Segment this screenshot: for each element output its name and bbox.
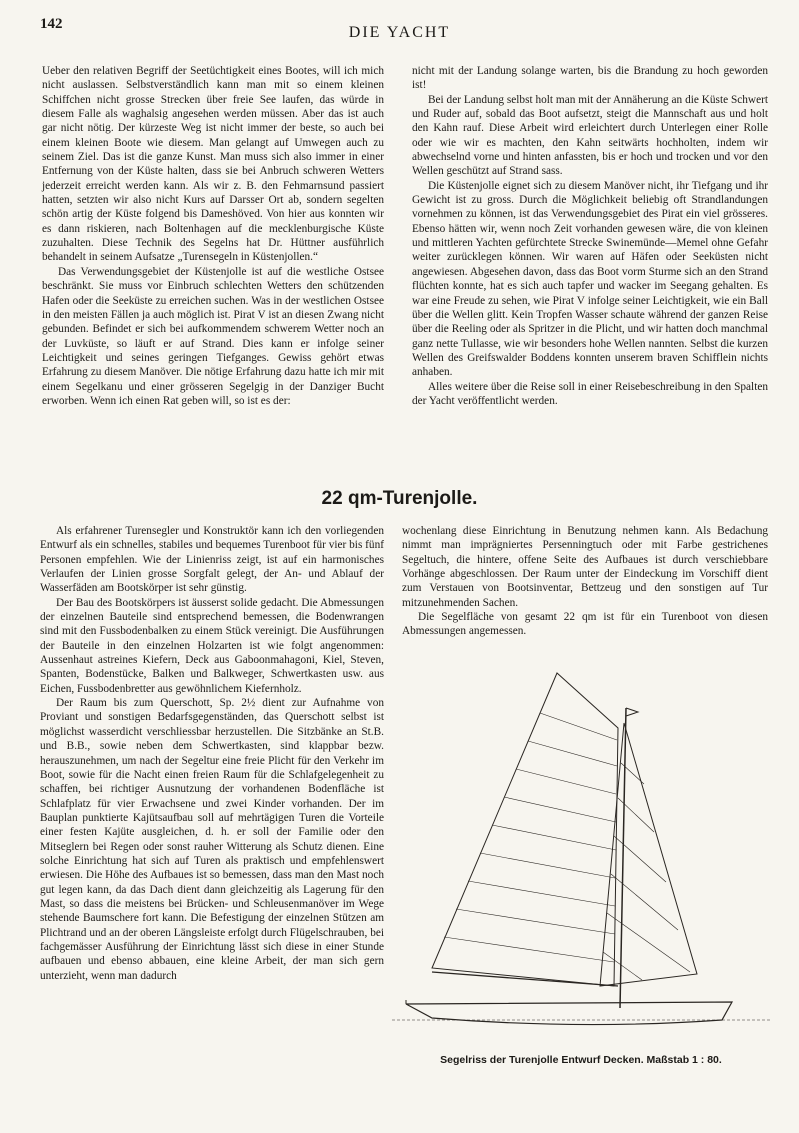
paragraph: Die Segelfläche von gesamt 22 qm ist für ein Turenboot von diesen Abmessungen angemessen. <box>402 611 768 638</box>
article1-column-right <box>412 64 768 408</box>
figure-caption: Segelriss der Turenjolle Entwurf Decken. Maßstab 1 : 80. <box>440 1054 722 1066</box>
hull <box>406 1002 732 1025</box>
paragraph: Die Küstenjolle eignet sich zu diesem Manöver nicht, ihr Tiefgang und ihr Gewicht ist zu gross. Durch die Möglichkeit beliebig oft Strandlandungen vornehmen zu können, ist das Verwendungsgebiet des Pirat ein viel grösseres. Ebenso hätten wir, wenn noch Zeit vorhanden gewesen wäre, die von kleinen und mittleren Yachten gefürchtete Strecke Swinemünde—Memel ohne Gefahr weiter zurücklegen können. Wir waren auf Häfen oder Seeküsten nicht angewiesen. Abgesehen davon, dass das Boot vorm Sturme sich an den Strand flüchten konnte, hat es sich auch tapfer und wacker im Seegang gehalten. Es war eine Freude zu sehen, wie Pirat V infolge seiner Leichtigkeit, wie ein Ball über die Wellen glitt. Kein Tropfen Wasser schaute während der ganzen Reise über die Reeling oder als Spritzer in die Plicht, und wir hatten doch manchmal ganz nette Tullasse, wie wir besonders hohe Wellen nannten. Selbst die kurzen Wellen des Greifswalder Boddens konnten unserem braven Schifflein nichts anhaben. <box>412 179 768 379</box>
article2-column-left <box>40 524 384 983</box>
paragraph: wochenlang diese Einrichtung in Benutzung nehmen kann. Als Bedachung nimmt man imprägniertes Persenningtuch oder mit Farbe gestrichenes Segeltuch, die hintere, offene Seite des Aufbaues ist durch verschiebbare Vorhänge abgeschlossen. Der Raum unter der Eindeckung im Vorschiff dient zum Verstauen von Bootsinventar, Bettzeug und den sonstigen auf Tur mitzunehmenden Sachen. <box>402 525 768 609</box>
paragraph: Ueber den relativen Begriff der Seetüchtigkeit eines Bootes, will ich mich nicht auslassen. Selbstverständlich kann man mit so einem kleinen Schiffchen nicht grosse Strecken über freie See laufen, das würde in diesem Falle als waghalsig angesehen werden müssen. Aber das ist auch gar nicht nötig. Der kürzeste Weg ist nicht immer der beste, so auch bei einem kleinen Boote wie diesem. Man gelangt auf Umwegen auch zu seinem Ziel. Das ist die ganze Kunst. Man muss sich also immer in einer Entfernung von der Küste halten, dass sie bei Anbruch schweren Wetters jederzeit erreicht werden kann. Als wir z. B. den Fehmarnsund passiert hatten, setzten wir also nicht Kurs auf Darsser Ort ab, sondern segelten schön artig der Küste folgend bis Dameshöved. Von hier aus konnten wir es dann riskieren, nach Boltenhagen auf die mecklenburgische Küste zuzuhalten. Diese Technik des Segelns hat Dr. Hüttner ausführlich behandelt in seinem Aufsatze „Turensegeln in Küstenjollen.“ <box>42 65 384 264</box>
sail-plan-drawing <box>392 668 770 1068</box>
boom <box>432 972 618 986</box>
paragraph: Das Verwendungsgebiet der Küstenjolle ist auf die westliche Ostsee beschränkt. Sie muss vor Einbruch schlechten Wetters den schützenden Hafen oder die Seeküste zu erreichen suchen. Was in der westlichen Ostsee in den meisten Fällen ja auch möglich ist. Pirat V ist an diesen Zwang nicht gebunden. Befindet er sich bei aufkommendem schwerem Wetter noch an der Luvküste, so läuft er auf Strand. Dies kann er infolge seiner Leichtigkeit und seines geringen Tiefganges. Gewiss gehört etwas Erfahrung zu diesem Manöver. Die nötige Erfahrung dazu hatte ich mir mit einem Segelkanu und einer grösseren Segelgig in der Danziger Bucht erworben. Wenn ich einen Rat geben will, so ist es der: <box>42 265 384 407</box>
pennant <box>626 708 638 716</box>
paragraph: Alles weitere über die Reise soll in einer Reisebeschreibung in den Spalten der Yacht veröffentlicht werden. <box>412 380 768 407</box>
page-number: 142 <box>40 16 63 32</box>
article-title: 22 qm-Turenjolle. <box>321 488 478 509</box>
paragraph: Bei der Landung selbst holt man mit der Annäherung an die Küste Schwert und Ruder auf, sobald das Boot aufsetzt, steigt die Mannschaft aus und holt den Kahn rauf. Diese Arbeit wird erleichtert durch Unterlegen einer Rolle oder wie wir es machten, den Kahn seitwärts hochholten, indem wir abwechselnd vorne und hinten anfassten, bis er hoch und trocken und vor den Wellen geschützt auf Strand sass. <box>412 93 768 178</box>
paragraph: Der Bau des Bootskörpers ist äusserst solide gedacht. Die Abmessungen der einzelnen Bauteile sind entsprechend bemessen, die Bodenwrangen sind mit den Fussbodenbalken zu einem Stück vereinigt. Die Ausführungen der Bauteile in den einzelnen Holzarten ist wie folgt angenommen: Aussenhaut astreines Kiefern, Deck aus Gaboonmahagoni, Kiel, Steven, Spanten, Bodenstücke, Balken und Balkweger, Schwertkasten usw. aus Eichen, Fussbodenbretter aus gewöhnlichem Kiefernholz. <box>40 596 384 695</box>
paragraph: nicht mit der Landung solange warten, bis die Brandung zu hoch geworden ist! <box>412 65 768 92</box>
paragraph: Als erfahrener Turensegler und Konstruktör kann ich den vorliegenden Entwurf als ein schnelles, stabiles und bequemes Turenboot für vier bis fünf Personen empfehlen. Wie der Linienriss zeigt, ist auf ein harmonisches Verlaufen der Linien grosse Sorgfalt gelegt, der An- und Ablauf der Wasserfäden am Bootskörper ist sehr günstig. <box>40 525 384 595</box>
journal-title: DIE YACHT <box>348 24 451 41</box>
article2-column-right <box>402 524 768 639</box>
paragraph: Der Raum bis zum Querschott, Sp. 2½ dient zur Aufnahme von Proviant und sonstigen Bedarfsgegenständen, das Querschott selbst ist möglichst wasserdicht verschliessbar herzustellen. Die Sitzbänke an St.B. und B.B., sowie neben dem Schwertkasten, sind klappbar bezw. herauszunehmen, um nach der Segeltur eine freie Plicht für den Verkehr im Boot, sowie für die Nacht einen freien Raum für die Schlafgelegenheit zu schaffen, bei richtiger Ausnutzung der vorhandenen Bodenfläche ist Schlafplatz für vier Erwachsene und zwei Kinder vorhanden. Der im Bauplan punktierte Kajütsaufbau soll auf mehrtägigen Turen die Vorteile einer festen Kajüte ausgleichen, d. h. er soll der Familie oder den Mitseglern bei Regen oder sonst rauher Witterung als Schutz dienen. Eine solche Einrichtung hat sich auf Turen als praktisch und empfehlenswert erwiesen. Die Höhe des Aufbaues ist so bemessen, dass man den Mast noch gut legen kann, da das Dach dient dann gleichzeitig als Lagerung für den Mast, so dass die meistens bei Brücken- und Schleusenmanöver im Wege stehende Baumschere fort kann. Die Befestigung der einzelnen Stützen am Plichtrand und an der oberen Längsleiste erfolgt durch Flügelschrauben, bei fachgemässer Ausführung der Einrichtung lässt sich diese in einer Stunde aufbauen und ebenso abbauen, eine kleine Arbeit, der man sich gern unterzieht, wenn man dadurch <box>40 697 384 982</box>
article1-column-left <box>42 64 384 408</box>
